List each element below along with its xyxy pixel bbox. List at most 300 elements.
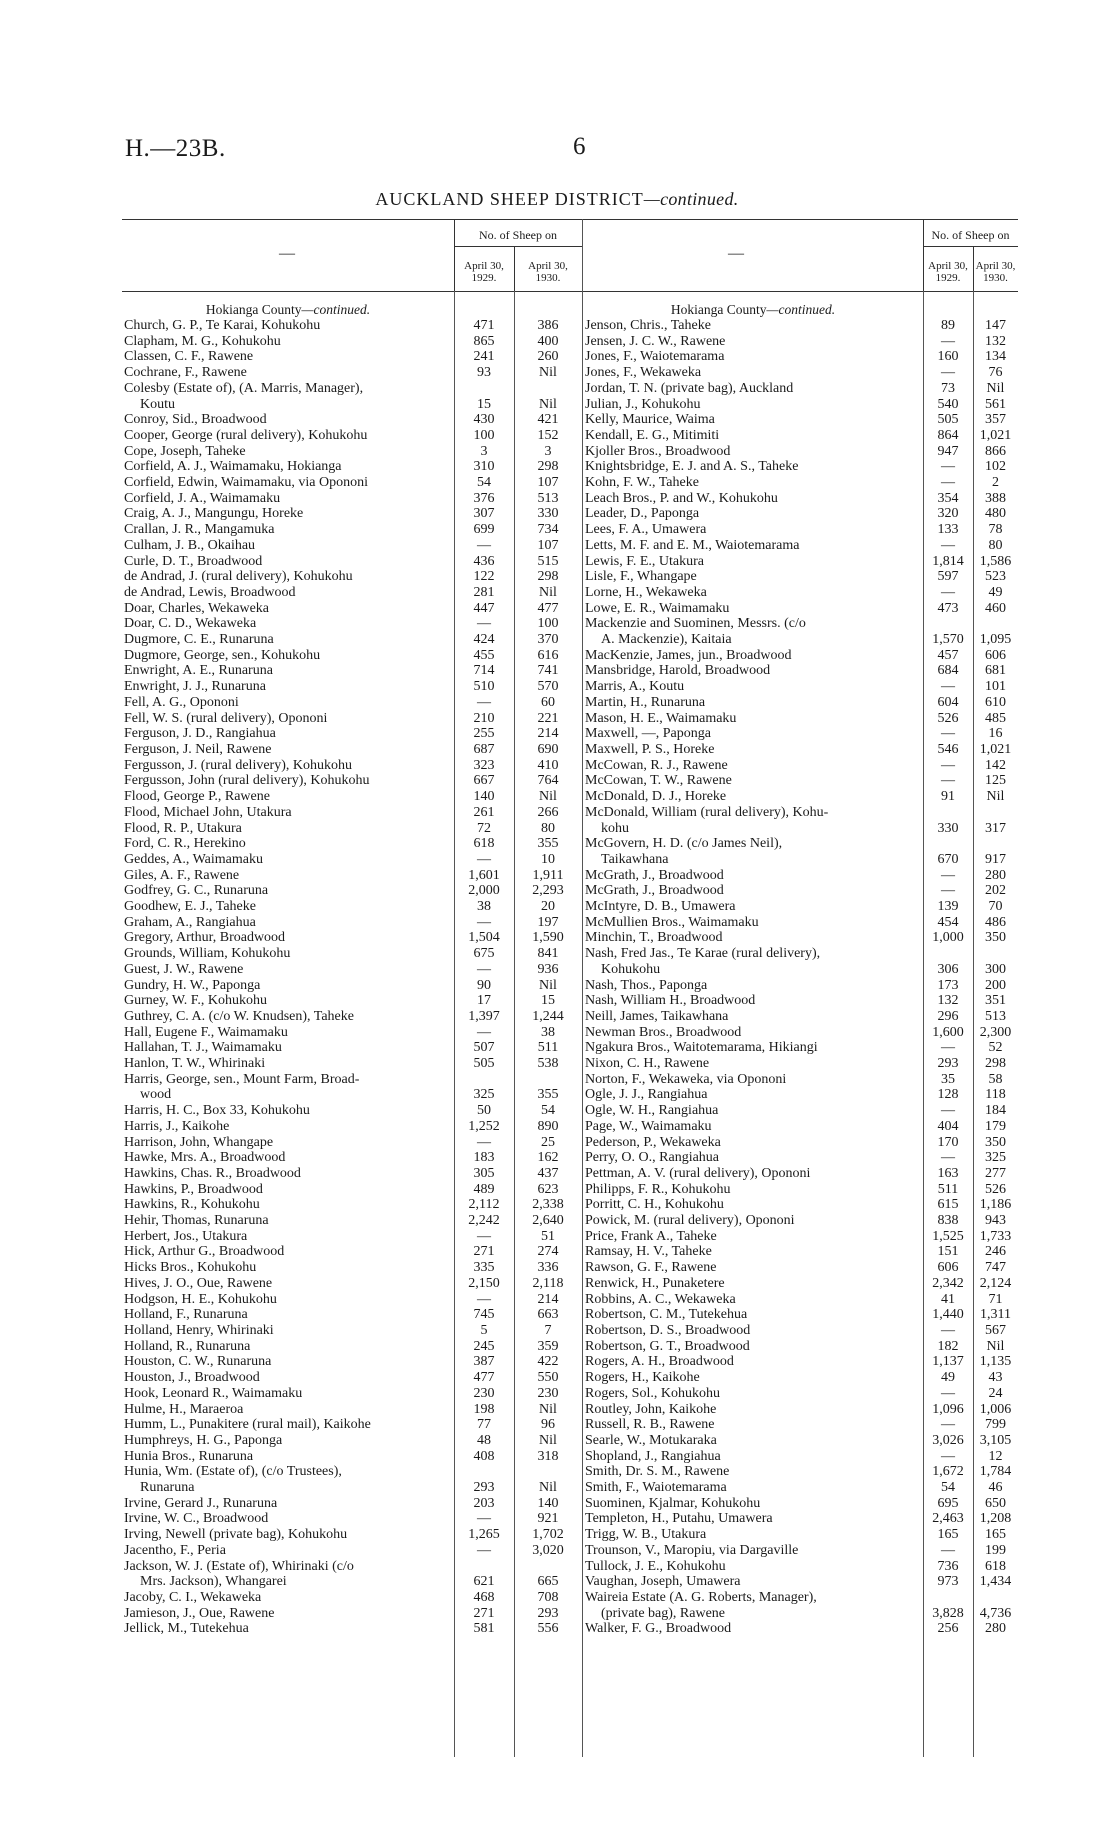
owner-name-line: Renwick, H., Punaketere bbox=[585, 1275, 725, 1291]
owner-name-line: Ford, C. R., Herekino bbox=[124, 836, 246, 852]
sheep-1930: 140 bbox=[537, 1495, 559, 1511]
owner-name-line: Hunia Bros., Runaruna bbox=[124, 1448, 254, 1464]
sheep-1929: 261 bbox=[473, 804, 495, 820]
left-table-row bbox=[122, 334, 582, 350]
owner-name bbox=[583, 569, 923, 585]
sheep-1930: 1,784 bbox=[979, 1464, 1012, 1480]
left-table-row bbox=[122, 522, 582, 538]
sheep-1930: 162 bbox=[537, 1150, 559, 1166]
owner-name-line: Kelly, Maurice, Waima bbox=[585, 412, 715, 428]
left-table-row bbox=[122, 883, 582, 899]
owner-name bbox=[583, 1307, 923, 1323]
owner-name-line: Julian, J., Kohukohu bbox=[585, 396, 701, 412]
owner-name bbox=[122, 711, 454, 727]
owner-name bbox=[583, 1072, 923, 1088]
sheep-1929: 183 bbox=[473, 1150, 495, 1166]
sheep-1929: 695 bbox=[937, 1495, 959, 1511]
owner-name bbox=[122, 491, 454, 507]
owner-name-line: Leader, D., Paponga bbox=[585, 506, 700, 522]
owner-name-line: Templeton, H., Putahu, Umawera bbox=[585, 1511, 773, 1527]
owner-name-line: Leach Bros., P. and W., Kohukohu bbox=[585, 490, 778, 506]
sheep-1930: 665 bbox=[537, 1574, 559, 1590]
owner-name-line: Jenson, Chris., Taheke bbox=[585, 318, 711, 333]
left-table-row bbox=[122, 962, 582, 978]
right-table-row bbox=[583, 1496, 1018, 1512]
sheep-1930: 298 bbox=[537, 459, 559, 475]
sheep-1930: 708 bbox=[537, 1589, 559, 1605]
right-table-row bbox=[583, 585, 1018, 601]
owner-name bbox=[583, 695, 923, 711]
owner-name bbox=[122, 554, 454, 570]
owner-name bbox=[122, 1323, 454, 1339]
owner-name bbox=[122, 1370, 454, 1386]
owner-name-line: Perry, O. O., Rangiahua bbox=[585, 1150, 720, 1166]
sheep-1930: 277 bbox=[985, 1165, 1006, 1181]
sheep-1930: 246 bbox=[985, 1244, 1006, 1260]
sheep-1930: 10 bbox=[541, 851, 555, 867]
sheep-1930: 12 bbox=[988, 1448, 1003, 1464]
sheep-1929: 170 bbox=[937, 1134, 959, 1150]
sheep-1930: 80 bbox=[541, 820, 555, 836]
owner-name bbox=[583, 1339, 923, 1355]
sheep-1929: — bbox=[477, 851, 491, 867]
owner-name bbox=[583, 1276, 923, 1292]
owner-name bbox=[583, 1229, 923, 1245]
left-table-row bbox=[122, 585, 582, 601]
owner-name-line: Jamieson, J., Oue, Rawene bbox=[124, 1605, 275, 1621]
sheep-1930: 214 bbox=[537, 1291, 559, 1307]
owner-name bbox=[122, 962, 454, 978]
left-table-row bbox=[122, 1276, 582, 1292]
sheep-1930: 330 bbox=[537, 506, 559, 522]
owner-name-line: Mason, H. E., Waimamaku bbox=[585, 710, 737, 726]
left-date2-line2: 1930. bbox=[535, 272, 561, 284]
right-date1-header bbox=[923, 260, 973, 284]
owner-name bbox=[122, 1527, 454, 1543]
left-column-header bbox=[122, 219, 582, 292]
sheep-1929: 436 bbox=[473, 553, 495, 569]
sheep-1929: — bbox=[477, 914, 491, 930]
sheep-1929: 1,000 bbox=[932, 930, 964, 946]
left-table-row bbox=[122, 491, 582, 507]
owner-name-line: Ogle, J. J., Rangiahua bbox=[585, 1087, 708, 1103]
sheep-1929: — bbox=[477, 1134, 491, 1150]
owner-name-line: Godfrey, G. C., Runaruna bbox=[124, 883, 269, 899]
owner-name-line: Humm, L., Punakitere (rural mail), Kaikohe bbox=[124, 1417, 371, 1433]
sheep-1929: — bbox=[941, 883, 955, 899]
owner-name bbox=[583, 1621, 923, 1637]
sheep-1929: 293 bbox=[473, 1480, 495, 1496]
left-table-row bbox=[122, 978, 582, 994]
right-table-row bbox=[583, 491, 1018, 507]
right-table-row bbox=[583, 946, 1018, 977]
owner-name-line: Powick, M. (rural delivery), Opononi bbox=[585, 1213, 795, 1229]
owner-name-continuation: Mrs. Jackson), Whangarei bbox=[140, 1574, 287, 1590]
sheep-1929: 35 bbox=[941, 1071, 955, 1087]
sheep-1930: 567 bbox=[985, 1323, 1006, 1338]
owner-name-line: McDonald, D. J., Horeke bbox=[585, 789, 727, 805]
sheep-1929: 73 bbox=[941, 380, 955, 396]
owner-name bbox=[583, 459, 923, 475]
sheep-1930: 142 bbox=[985, 757, 1006, 773]
owner-name-line: Harris, George, sen., Mount Farm, Broad- bbox=[124, 1071, 360, 1087]
owner-name bbox=[583, 1025, 923, 1041]
left-table-row bbox=[122, 1150, 582, 1166]
owner-name-line: Page, W., Waimamaku bbox=[585, 1118, 712, 1134]
owner-name bbox=[122, 1606, 454, 1622]
owner-name-line: Clapham, M. G., Kohukohu bbox=[124, 333, 281, 349]
right-table-row bbox=[583, 1087, 1018, 1103]
sheep-1930: 1,135 bbox=[979, 1354, 1012, 1370]
sheep-1930: 513 bbox=[985, 1008, 1006, 1024]
left-table-row bbox=[122, 1009, 582, 1025]
left-table-row bbox=[122, 930, 582, 946]
right-table-row bbox=[583, 381, 1018, 397]
sheep-1930: 76 bbox=[988, 365, 1003, 381]
owner-name-line: Cochrane, F., Rawene bbox=[124, 365, 247, 381]
owner-name bbox=[122, 648, 454, 664]
owner-name-line: Geddes, A., Waimamaku bbox=[124, 851, 263, 867]
right-col-rule-2 bbox=[973, 291, 974, 1757]
sheep-1929: 3,026 bbox=[932, 1432, 964, 1448]
sheep-1930: Nil bbox=[986, 789, 1005, 805]
owner-name bbox=[583, 1449, 923, 1465]
left-table-row bbox=[122, 1543, 582, 1559]
sheep-1929: 471 bbox=[473, 318, 495, 333]
sheep-1929: 454 bbox=[937, 914, 959, 930]
right-table-row bbox=[583, 915, 1018, 931]
owner-name-line: Giles, A. F., Rawene bbox=[124, 867, 240, 883]
right-table-row bbox=[583, 883, 1018, 899]
owner-name bbox=[583, 1197, 923, 1213]
owner-name bbox=[583, 1040, 923, 1056]
sheep-1929: 271 bbox=[473, 1605, 495, 1621]
owner-name bbox=[122, 742, 454, 758]
sheep-1930: 1,586 bbox=[979, 553, 1012, 569]
sheep-1930: 606 bbox=[985, 647, 1006, 663]
owner-name bbox=[122, 1449, 454, 1465]
left-table-row bbox=[122, 475, 582, 491]
sheep-1930: 125 bbox=[985, 773, 1006, 789]
left-table-row bbox=[122, 742, 582, 758]
right-table-row bbox=[583, 554, 1018, 570]
owner-name-line: Hawkins, Chas. R., Broadwood bbox=[124, 1165, 301, 1181]
right-group-rule bbox=[923, 246, 1018, 247]
sheep-1929: 387 bbox=[473, 1354, 495, 1370]
owner-name-line: Mackenzie and Suominen, Messrs. (c/o bbox=[585, 616, 806, 632]
owner-name bbox=[122, 381, 454, 412]
sheep-1930: 2,124 bbox=[979, 1275, 1012, 1291]
right-table-row bbox=[583, 773, 1018, 789]
owner-name-line: Hawkins, P., Broadwood bbox=[124, 1181, 263, 1197]
sheep-1929: 54 bbox=[477, 475, 491, 491]
owner-name bbox=[583, 711, 923, 727]
left-date1-line1: April 30, bbox=[464, 260, 504, 272]
owner-name-line: Hicks Bros., Kohukohu bbox=[124, 1260, 257, 1276]
owner-name-line: Hanlon, T. W., Whirinaki bbox=[124, 1056, 266, 1072]
owner-name bbox=[122, 412, 454, 428]
sheep-1930: 3 bbox=[544, 443, 552, 459]
sheep-1929: 505 bbox=[937, 412, 959, 428]
left-table-row bbox=[122, 538, 582, 554]
sheep-1930: 293 bbox=[537, 1605, 559, 1621]
owner-name bbox=[122, 632, 454, 648]
sheep-1929: 306 bbox=[937, 961, 959, 977]
sheep-1929: 540 bbox=[937, 396, 959, 412]
owner-name bbox=[122, 1402, 454, 1418]
owner-name-line: Rogers, H., Kaikohe bbox=[585, 1370, 700, 1386]
owner-name-line: Gundry, H. W., Paponga bbox=[124, 977, 261, 993]
right-table-row bbox=[583, 1323, 1018, 1339]
owner-name bbox=[122, 695, 454, 711]
sheep-1930: 2,118 bbox=[532, 1275, 564, 1291]
sheep-1929: 90 bbox=[477, 977, 491, 993]
right-table-row bbox=[583, 1229, 1018, 1245]
owner-name-line: McCowan, T. W., Rawene bbox=[585, 773, 732, 789]
left-table-row bbox=[122, 1621, 582, 1637]
sheep-1929: 621 bbox=[473, 1574, 495, 1590]
sheep-1930: 60 bbox=[541, 694, 555, 710]
owner-name-line: Corfield, Edwin, Waimamaku, via Opononi bbox=[124, 475, 368, 491]
sheep-1930: Nil bbox=[539, 1401, 557, 1417]
right-table-row bbox=[583, 1260, 1018, 1276]
left-table-row bbox=[122, 1135, 582, 1151]
owner-name-line: Houston, C. W., Runaruna bbox=[124, 1354, 272, 1370]
owner-name-continuation: Taikawhana bbox=[601, 851, 669, 867]
owner-name-line: Ngakura Bros., Waitotemarama, Hikiangi bbox=[585, 1040, 818, 1056]
sheep-1930: 556 bbox=[537, 1621, 559, 1637]
sheep-1929: 457 bbox=[937, 647, 959, 663]
right-table-row bbox=[583, 334, 1018, 350]
left-group-header: No. of Sheep on bbox=[479, 228, 557, 242]
owner-name-continuation: Kohukohu bbox=[601, 961, 661, 977]
owner-name bbox=[583, 946, 923, 977]
owner-name bbox=[583, 1370, 923, 1386]
sheep-1929: 241 bbox=[473, 349, 495, 365]
sheep-1930: 102 bbox=[985, 459, 1006, 475]
owner-name bbox=[122, 1040, 454, 1056]
owner-name bbox=[583, 993, 923, 1009]
left-table-row bbox=[122, 1229, 582, 1245]
sheep-1929: 330 bbox=[937, 820, 959, 836]
owner-name bbox=[583, 365, 923, 381]
owner-name bbox=[583, 601, 923, 617]
sheep-1929: 128 bbox=[937, 1087, 959, 1103]
sheep-1929: 1,601 bbox=[468, 867, 500, 883]
owner-name bbox=[122, 616, 454, 632]
owner-name bbox=[122, 1464, 454, 1495]
owner-name bbox=[583, 381, 923, 397]
left-table-row bbox=[122, 1464, 582, 1495]
right-table-row bbox=[583, 1339, 1018, 1355]
sheep-1929: 973 bbox=[937, 1574, 959, 1590]
owner-name-line: Kohn, F. W., Taheke bbox=[585, 475, 699, 491]
sheep-1930: 147 bbox=[985, 318, 1006, 333]
owner-name-line: Ferguson, J. Neil, Rawene bbox=[124, 741, 272, 757]
owner-name bbox=[583, 349, 923, 365]
sheep-1930: 100 bbox=[537, 616, 559, 632]
left-table-row bbox=[122, 1370, 582, 1386]
left-table-row bbox=[122, 711, 582, 727]
owner-name bbox=[122, 773, 454, 789]
sheep-1929: 323 bbox=[473, 757, 495, 773]
owner-name-line: Marris, A., Koutu bbox=[585, 679, 685, 695]
sheep-1929: 48 bbox=[477, 1432, 491, 1448]
owner-name-line: Hick, Arthur G., Broadwood bbox=[124, 1244, 285, 1260]
sheep-1930: 350 bbox=[985, 1134, 1006, 1150]
sheep-1929: 293 bbox=[937, 1056, 959, 1072]
owner-name-line: McCowan, R. J., Rawene bbox=[585, 757, 728, 773]
sheep-1930: 610 bbox=[985, 694, 1006, 710]
sheep-1930: 280 bbox=[985, 1621, 1006, 1637]
owner-name-line: Gregory, Arthur, Broadwood bbox=[124, 930, 286, 946]
sheep-1929: 606 bbox=[937, 1260, 959, 1276]
sheep-1929: 615 bbox=[937, 1197, 959, 1213]
owner-name-line: Goodhew, E. J., Taheke bbox=[124, 899, 256, 915]
sheep-1930: 513 bbox=[537, 490, 559, 506]
right-table-row bbox=[583, 789, 1018, 805]
right-table-row bbox=[583, 899, 1018, 915]
owner-name bbox=[122, 1229, 454, 1245]
sheep-1929: 2,000 bbox=[468, 883, 500, 899]
sheep-1929: — bbox=[477, 694, 491, 710]
left-table-row bbox=[122, 506, 582, 522]
sheep-1930: 4,736 bbox=[979, 1605, 1012, 1621]
sheep-1930: 298 bbox=[537, 569, 559, 585]
owner-name-line: MacKenzie, James, jun., Broadwood bbox=[585, 647, 792, 663]
owner-name-line: Holland, Henry, Whirinaki bbox=[124, 1323, 274, 1338]
owner-name bbox=[122, 585, 454, 601]
sheep-1929: — bbox=[941, 867, 955, 883]
owner-name bbox=[583, 648, 923, 664]
owner-name-line: Smith, Dr. S. M., Rawene bbox=[585, 1464, 730, 1480]
owner-name bbox=[122, 1417, 454, 1433]
right-table-row bbox=[583, 1009, 1018, 1025]
title-text: AUCKLAND SHEEP DISTRICT bbox=[375, 189, 644, 209]
owner-name-line: Trigg, W. B., Utakura bbox=[585, 1527, 707, 1543]
owner-name-line: McGovern, H. D. (c/o James Neil), bbox=[585, 836, 783, 852]
left-table-row bbox=[122, 1559, 582, 1590]
sheep-1929: — bbox=[941, 584, 955, 600]
owner-name bbox=[583, 1417, 923, 1433]
owner-name bbox=[122, 1244, 454, 1260]
owner-name-line: Newman Bros., Broadwood bbox=[585, 1024, 742, 1040]
sheep-1930: 1,244 bbox=[532, 1008, 564, 1024]
owner-name bbox=[122, 836, 454, 852]
owner-name-line: Hawke, Mrs. A., Broadwood bbox=[124, 1150, 286, 1166]
owner-name-line: Colesby (Estate of), (A. Marris, Manager), bbox=[124, 380, 364, 396]
sheep-1930: 618 bbox=[985, 1558, 1006, 1574]
sheep-1930: 663 bbox=[537, 1307, 559, 1323]
sheep-1929: 5 bbox=[480, 1323, 488, 1338]
owner-name-line: Hook, Leonard R., Waimamaku bbox=[124, 1385, 303, 1401]
owner-name bbox=[122, 1433, 454, 1449]
document-id: H.—23B. bbox=[125, 135, 226, 162]
left-table bbox=[122, 219, 582, 1637]
center-col-rule bbox=[582, 219, 583, 1757]
sheep-1930: 260 bbox=[537, 349, 559, 365]
sheep-1929: 133 bbox=[937, 522, 959, 538]
sheep-1929: 473 bbox=[937, 600, 959, 616]
owner-name-line: Robbins, A. C., Wekaweka bbox=[585, 1291, 736, 1307]
left-col-rule-2 bbox=[514, 291, 515, 1757]
sheep-1930: 15 bbox=[541, 993, 555, 1009]
right-table bbox=[583, 219, 1018, 1637]
sheep-1930: 199 bbox=[985, 1542, 1006, 1558]
sheep-1929: 675 bbox=[473, 946, 495, 962]
owner-name bbox=[583, 742, 923, 758]
owner-name bbox=[583, 1496, 923, 1512]
left-table-row bbox=[122, 349, 582, 365]
left-date1-line2: 1929. bbox=[471, 272, 497, 284]
left-table-row bbox=[122, 1449, 582, 1465]
owner-name bbox=[583, 1511, 923, 1527]
sheep-1929: — bbox=[941, 365, 955, 381]
sheep-1930: 1,021 bbox=[979, 741, 1012, 757]
sheep-1930: 318 bbox=[537, 1448, 559, 1464]
right-date2-line2: 1930. bbox=[983, 272, 1008, 284]
sheep-1929: 424 bbox=[473, 632, 495, 648]
sheep-1929: 699 bbox=[473, 522, 495, 538]
owner-name-line: Nixon, C. H., Rawene bbox=[585, 1056, 710, 1072]
sheep-1929: 50 bbox=[477, 1103, 491, 1119]
owner-name bbox=[122, 538, 454, 554]
owner-name-line: Philipps, F. R., Kohukohu bbox=[585, 1181, 731, 1197]
right-table-row bbox=[583, 1370, 1018, 1386]
sheep-1930: 437 bbox=[537, 1165, 559, 1181]
sheep-1929: — bbox=[941, 773, 955, 789]
sheep-1930: 78 bbox=[988, 522, 1003, 538]
sheep-1930: 52 bbox=[988, 1040, 1003, 1056]
owner-name bbox=[583, 1119, 923, 1135]
owner-name-line: Norton, F., Wekaweka, via Opononi bbox=[585, 1071, 787, 1087]
right-table-row bbox=[583, 1574, 1018, 1590]
left-table-row bbox=[122, 1496, 582, 1512]
owner-name-line: Robertson, G. T., Broadwood bbox=[585, 1338, 750, 1354]
sheep-1930: 58 bbox=[988, 1071, 1003, 1087]
left-table-row bbox=[122, 915, 582, 931]
owner-name bbox=[122, 868, 454, 884]
owner-name-line: Waireia Estate (A. G. Roberts, Manager), bbox=[585, 1589, 817, 1605]
sheep-1929: 151 bbox=[937, 1244, 959, 1260]
owner-name bbox=[583, 1527, 923, 1543]
sheep-1929: 1,440 bbox=[932, 1307, 964, 1323]
sheep-1930: 681 bbox=[985, 663, 1006, 679]
right-date2-header bbox=[973, 260, 1018, 284]
sheep-1930: 485 bbox=[985, 710, 1006, 726]
owner-name-line: Martin, H., Runaruna bbox=[585, 694, 706, 710]
right-table-row bbox=[583, 522, 1018, 538]
owner-name bbox=[122, 1496, 454, 1512]
owner-name bbox=[122, 1307, 454, 1323]
owner-name bbox=[122, 1621, 454, 1637]
owner-name bbox=[122, 475, 454, 491]
owner-name bbox=[122, 1213, 454, 1229]
owner-name-line: Fell, W. S. (rural delivery), Opononi bbox=[124, 710, 328, 726]
owner-name-continuation: wood bbox=[140, 1087, 172, 1103]
owner-name bbox=[122, 978, 454, 994]
sheep-1929: 72 bbox=[477, 820, 491, 836]
left-table-row bbox=[122, 1182, 582, 1198]
owner-name bbox=[122, 349, 454, 365]
sheep-1930: 421 bbox=[537, 412, 559, 428]
sheep-1930: Nil bbox=[539, 977, 557, 993]
owner-name bbox=[583, 726, 923, 742]
left-table-row bbox=[122, 1402, 582, 1418]
sheep-1929: 182 bbox=[937, 1338, 959, 1354]
owner-name bbox=[583, 1543, 923, 1559]
sheep-1929: 1,600 bbox=[932, 1024, 964, 1040]
